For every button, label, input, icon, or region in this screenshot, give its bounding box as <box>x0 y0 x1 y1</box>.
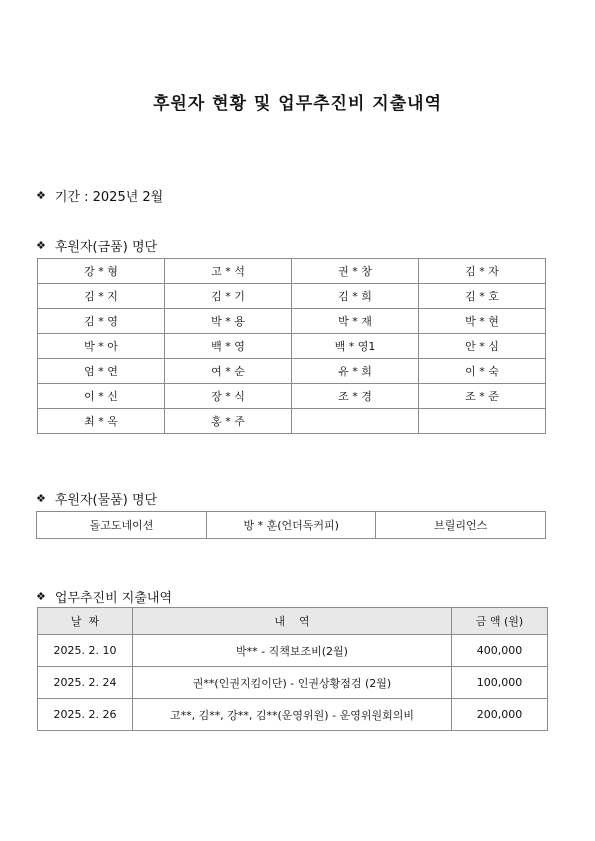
period-line <box>36 186 163 205</box>
donor-name-cell: 강 * 형 <box>38 259 165 284</box>
donor-name-cell: 권 * 창 <box>292 259 419 284</box>
table-row <box>37 512 546 539</box>
donor-name-cell: 김 * 호 <box>419 284 546 309</box>
donor-name-cell: 김 * 지 <box>38 284 165 309</box>
donor-name-cell: 박 * 현 <box>419 309 546 334</box>
table-row <box>38 259 546 284</box>
donor-name-cell: 김 * 기 <box>165 284 292 309</box>
diamond-bullet-icon: ❖ <box>36 239 46 252</box>
table-row <box>38 699 548 731</box>
expense-amount-cell: 400,000 <box>452 635 548 667</box>
donor-name-cell: 김 * 자 <box>419 259 546 284</box>
table-row <box>38 635 548 667</box>
donor-name-cell: 박 * 재 <box>292 309 419 334</box>
donor-name-cell: 엄 * 연 <box>38 359 165 384</box>
goods-donors-heading <box>36 489 157 508</box>
donor-name-cell: 김 * 영 <box>38 309 165 334</box>
table-row <box>38 409 546 434</box>
donor-name-cell: 백 * 영 <box>165 334 292 359</box>
expense-detail-cell: 고**, 김**, 강**, 김**(운영위원) - 운영위원회의비 <box>133 699 452 731</box>
goods-donor-cell: 방 * 훈(언더독커피) <box>207 512 376 539</box>
money-donors-heading-text: 후원자(금품) 명단 <box>54 240 158 255</box>
expenses-heading <box>36 587 172 606</box>
donor-name-cell: 여 * 순 <box>165 359 292 384</box>
table-row <box>38 384 546 409</box>
donor-name-cell: 박 * 용 <box>165 309 292 334</box>
page-title: 후원자 현황 및 업무추진비 지출내역 <box>152 94 442 114</box>
diamond-bullet-icon: ❖ <box>36 590 46 603</box>
expense-amount-cell: 200,000 <box>452 699 548 731</box>
goods-donors-heading-text: 후원자(물품) 명단 <box>54 493 158 508</box>
goods-donor-cell: 브릴리언스 <box>376 512 546 539</box>
donor-name-cell: 김 * 희 <box>292 284 419 309</box>
table-row <box>38 334 546 359</box>
donor-name-cell: 최 * 옥 <box>38 409 165 434</box>
donor-name-cell: 홍 * 주 <box>165 409 292 434</box>
donor-name-cell: 이 * 신 <box>38 384 165 409</box>
donor-name-cell: 유 * 희 <box>292 359 419 384</box>
expenses-heading-text: 업무추진비 지출내역 <box>54 591 173 606</box>
amount-column-header: 금 액 (원) <box>452 608 548 635</box>
donor-name-cell: 조 * 경 <box>292 384 419 409</box>
expense-date-cell: 2025. 2. 10 <box>38 635 133 667</box>
money-donors-table <box>37 258 546 434</box>
table-row <box>38 667 548 699</box>
expense-date-cell: 2025. 2. 24 <box>38 667 133 699</box>
goods-donor-cell: 돌고도네이션 <box>37 512 207 539</box>
date-column-header: 날 짜 <box>38 608 133 635</box>
donor-name-cell: 고 * 석 <box>165 259 292 284</box>
table-row <box>38 284 546 309</box>
expense-detail-cell: 권**(인권지킴이단) - 인권상황점검 (2월) <box>133 667 452 699</box>
expense-detail-cell: 박** - 직책보조비(2월) <box>133 635 452 667</box>
donor-name-cell: 이 * 숙 <box>419 359 546 384</box>
money-donors-heading <box>36 236 157 255</box>
donor-name-cell <box>292 409 419 434</box>
diamond-bullet-icon: ❖ <box>36 189 46 202</box>
donor-name-cell <box>419 409 546 434</box>
expense-date-cell: 2025. 2. 26 <box>38 699 133 731</box>
period-text: 기간 : 2025년 2월 <box>54 190 164 205</box>
donor-name-cell: 장 * 식 <box>165 384 292 409</box>
donor-name-cell: 백 * 영1 <box>292 334 419 359</box>
expense-amount-cell: 100,000 <box>452 667 548 699</box>
donor-name-cell: 안 * 심 <box>419 334 546 359</box>
donor-name-cell: 조 * 준 <box>419 384 546 409</box>
table-row <box>38 359 546 384</box>
donor-name-cell: 박 * 아 <box>38 334 165 359</box>
diamond-bullet-icon: ❖ <box>36 492 46 505</box>
goods-donors-table <box>36 511 546 539</box>
expenses-table <box>37 607 548 731</box>
table-row <box>38 309 546 334</box>
table-header-row <box>38 608 548 635</box>
detail-column-header: 내 역 <box>133 608 452 635</box>
